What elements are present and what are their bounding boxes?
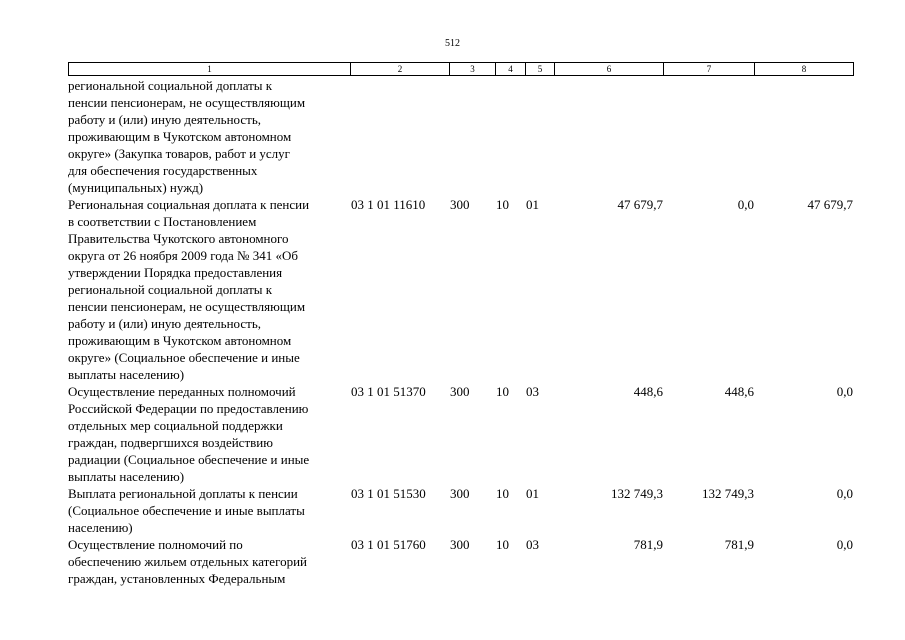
amount-federal: 0,0 — [737, 197, 754, 212]
amount-federal: 132 749,3 — [702, 486, 754, 501]
header-col-2: 2 — [351, 63, 450, 76]
expense-type-code: 300 — [450, 197, 470, 212]
header-col-4: 4 — [496, 63, 526, 76]
amount-regional: 0,0 — [836, 486, 853, 501]
expense-type-code: 300 — [450, 537, 470, 552]
column-number-header — [68, 62, 854, 76]
amount-regional: 0,0 — [836, 384, 853, 399]
subsection-code: 03 — [526, 537, 539, 552]
amount-total: 448,6 — [633, 384, 663, 399]
section-code: 10 — [496, 384, 509, 399]
header-col-7: 7 — [664, 63, 755, 76]
amount-total: 781,9 — [633, 537, 663, 552]
page-number: 512 — [445, 38, 460, 49]
amount-total: 132 749,3 — [611, 486, 663, 501]
row-description: Выплата региональной доплаты к пенсии (Социальное обеспечение и иные выплаты населению) — [68, 486, 305, 535]
table-row — [68, 536, 853, 587]
header-col-1: 1 — [69, 63, 351, 76]
section-code: 10 — [496, 486, 509, 501]
target-article-code: 03 1 01 51530 — [351, 486, 426, 501]
section-code: 10 — [496, 197, 509, 212]
table-row — [68, 77, 853, 196]
target-article-code: 03 1 01 11610 — [351, 197, 426, 212]
expense-type-code: 300 — [450, 486, 470, 501]
header-col-6: 6 — [555, 63, 664, 76]
subsection-code: 01 — [526, 486, 539, 501]
row-description: Осуществление переданных полномочий Российской Федерации по предоставлению отдельных мер социальной поддержки граждан, подвергшихся воздействию радиации (Социальное обеспечение и иные выплаты населению) — [68, 384, 310, 484]
amount-federal: 448,6 — [724, 384, 754, 399]
amount-federal: 781,9 — [724, 537, 754, 552]
expense-type-code: 300 — [450, 384, 470, 399]
target-article-code: 03 1 01 51370 — [351, 384, 426, 399]
header-col-8: 8 — [755, 63, 854, 76]
amount-regional: 0,0 — [836, 537, 853, 552]
header-col-5: 5 — [526, 63, 555, 76]
budget-table-body — [68, 77, 853, 587]
subsection-code: 03 — [526, 384, 539, 399]
table-row — [68, 485, 853, 536]
row-description: Региональная социальная доплата к пенсии в соответствии с Постановлением Правительства Чукотского автономного округа от 26 ноября 2009 года № 341 «Об утверждении Порядка предоставления региональной социальной доплаты к пенсии пенсионерам, не осуществляющим работу и (или) иную деятельность, проживающим в Чукотском автономном округе» (Социальное обеспечение и иные выплаты населению) — [68, 197, 310, 382]
amount-regional: 47 679,7 — [807, 197, 853, 212]
table-row — [68, 196, 853, 383]
table-row — [68, 383, 853, 485]
row-description: региональной социальной доплаты к пенсии пенсионерам, не осуществляющим работу и (или) иную деятельность, проживающим в Чукотском автономном округе» (Закупка товаров, работ и услуг для обеспечения государственных (муниципальных) нужд) — [68, 78, 306, 195]
header-col-3: 3 — [450, 63, 496, 76]
target-article-code: 03 1 01 51760 — [351, 537, 426, 552]
row-description: Осуществление полномочий по обеспечению жильем отдельных категорий граждан, установленных Федеральным — [68, 537, 308, 586]
amount-total: 47 679,7 — [617, 197, 663, 212]
section-code: 10 — [496, 537, 509, 552]
subsection-code: 01 — [526, 197, 539, 212]
